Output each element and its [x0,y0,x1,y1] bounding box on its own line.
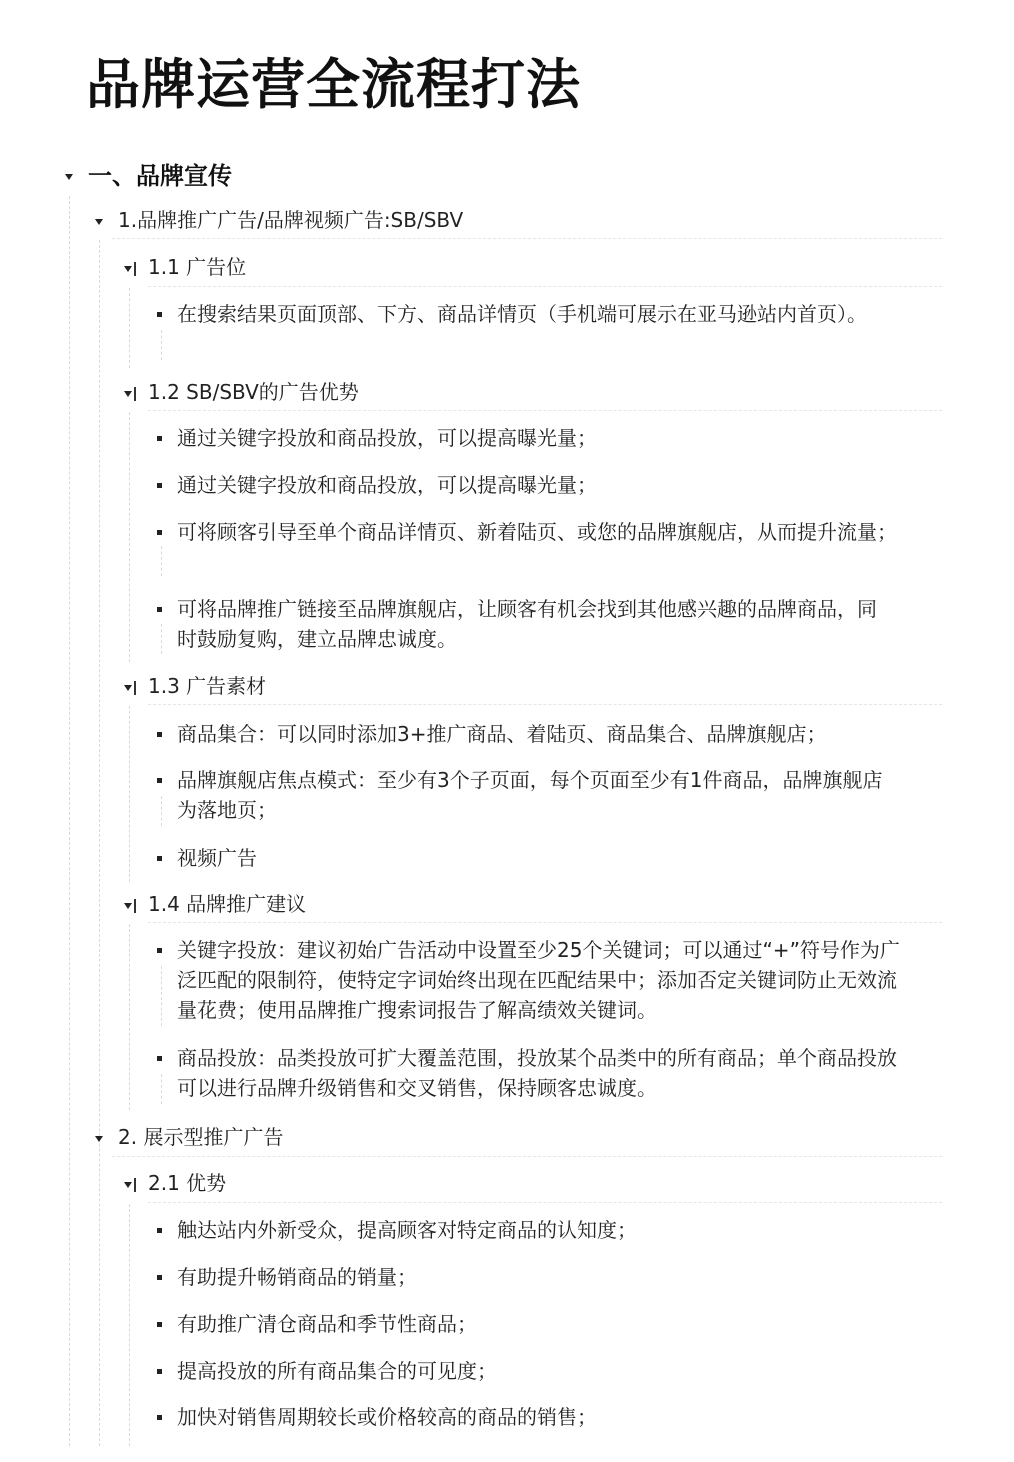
bullet-icon [157,1415,162,1420]
list-item: 商品集合：可以同时添加3+推广商品、着陆页、商品集合、品牌旗舰店； [177,722,827,746]
bullet-icon [157,312,162,317]
list-item: 商品投放：品类投放可扩大覆盖范围，投放某个品类中的所有商品；单个商品投放可以进行品牌升级销售和交叉销售，保持顾客忠诚度。 [177,1046,897,1100]
topic-heading: 1.2 SB/SBV的广告优势 [148,380,359,404]
tree-guide-line [161,966,162,1026]
list-item: 可将品牌推广链接至品牌旗舰店，让顾客有机会找到其他感兴趣的品牌商品，同时鼓励复购，建立品牌忠诚度。 [177,597,877,651]
section-heading: 一、品牌宣传 [88,162,232,190]
tree-guide-line [161,1074,162,1104]
collapse-toggle-icon[interactable] [124,1182,132,1188]
row-separator [148,704,942,705]
list-item: 有助推广清仓商品和季节性商品； [177,1312,477,1336]
list-item: 品牌旗舰店焦点模式：至少有3个子页面，每个页面至少有1件商品，品牌旗舰店为落地页； [177,768,883,822]
list-item: 在搜索结果页面顶部、下方、商品详情页（手机端可展示在亚马逊站内首页）。 [177,302,867,326]
topic-heading: 1.1 广告位 [148,255,247,279]
list-item: 通过关键字投放和商品投放，可以提高曝光量； [177,473,597,497]
collapse-toggle-icon[interactable] [124,685,132,691]
bullet-icon [157,530,162,535]
topic-heading: 1.3 广告素材 [148,674,267,698]
row-separator [112,238,942,239]
tree-guide-line [129,1204,130,1446]
subsection-heading: 1.品牌推广广告/品牌视频广告:SB/SBV [118,208,464,232]
page-title: 品牌运营全流程打法 [86,53,581,116]
list-item: 有助提升畅销商品的销量； [177,1265,417,1289]
list-item: 通过关键字投放和商品投放，可以提高曝光量； [177,426,597,450]
list-item: 可将顾客引导至单个商品详情页、新着陆页、或您的品牌旗舰店，从而提升流量； [177,520,897,544]
list-item: 关键字投放：建议初始广告活动中设置至少25个关键词；可以通过“+”符号作为广泛匹配的限制符，使特定字词始终出现在匹配结果中；添加否定关键词防止无效流量花费；使用品牌推广搜索词报告了解高绩效关键词。 [177,938,900,1022]
collapse-toggle-icon[interactable] [95,1136,103,1142]
bullet-icon [157,948,162,953]
list-item: 视频广告 [177,846,257,870]
bullet-icon [157,1369,162,1374]
tree-guide-line [161,546,162,576]
tree-guide-line [129,288,130,368]
topic-heading: 2.1 优势 [148,1171,227,1195]
bullet-icon [157,778,162,783]
row-separator [148,1202,942,1203]
list-item: 提高投放的所有商品集合的可见度； [177,1359,497,1383]
bullet-icon [157,607,162,612]
bullet-icon [157,1275,162,1280]
bullet-icon [157,1056,162,1061]
tree-guide-line [161,624,162,654]
collapse-toggle-icon[interactable] [124,903,132,909]
row-separator [148,286,942,287]
tree-guide-line [161,330,162,360]
row-separator [148,922,942,923]
collapse-toggle-icon[interactable] [124,391,132,397]
subsection-heading: 2. 展示型推广广告 [118,1125,284,1149]
topic-heading: 1.4 品牌推广建议 [148,892,307,916]
bullet-icon [157,1228,162,1233]
row-separator [112,1156,942,1157]
tree-guide-line [129,706,130,882]
bullet-icon [157,856,162,861]
list-item: 加快对销售周期较长或价格较高的商品的销售； [177,1405,597,1429]
collapse-toggle-icon[interactable] [65,174,73,180]
tree-guide-line [69,196,70,1446]
row-separator [148,410,942,411]
collapse-toggle-icon[interactable] [95,219,103,225]
bullet-icon [157,436,162,441]
bullet-icon [157,1322,162,1327]
tree-guide-line [161,796,162,826]
collapse-toggle-icon[interactable] [124,266,132,272]
tree-guide-line [129,412,130,662]
bullet-icon [157,732,162,737]
tree-guide-line [99,240,100,1446]
tree-guide-line [129,924,130,1110]
list-item: 触达站内外新受众，提高顾客对特定商品的认知度； [177,1218,637,1242]
bullet-icon [157,483,162,488]
